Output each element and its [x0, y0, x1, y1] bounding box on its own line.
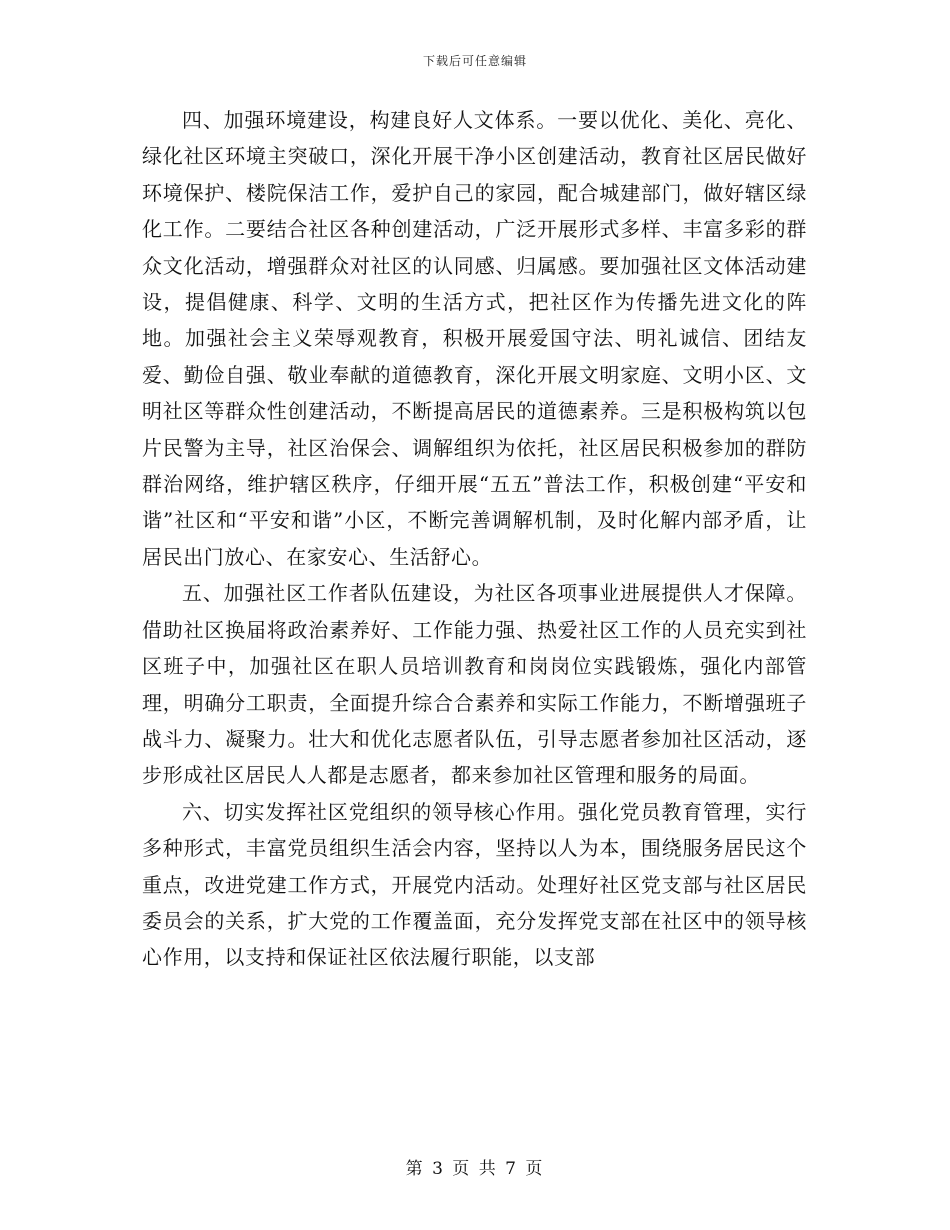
paragraph-workforce: 五、加强社区工作者队伍建设，为社区各项事业进展提供人才保障。借助社区换届将政治素养好、工作能力强、热爱社区工作的人员充实到社区班子中，加强社区在职人员培训教育和岗岗位实践锻炼，强化内部管理，明确分工职责，全面提升综合合素养和实际工作能力，不断增强班子战斗力、凝聚力。壮大和优化志愿者队伍，引导志愿者参加社区活动，逐步形成社区居民人人都是志愿者，都来参加社区管理和服务的局面。 — [142, 581, 807, 788]
document-body — [142, 102, 807, 976]
paragraph-environment: 四、加强环境建设，构建良好人文体系。一要以优化、美化、亮化、绿化社区环境主突破口，深化开展干净小区创建活动，教育社区居民做好环境保护、楼院保洁工作，爱护自己的家园，配合城建部门，做好辖区绿化工作。二要结合社区各种创建活动，广泛开展形式多样、丰富多彩的群众文化活动，增强群众对社区的认同感、归属感。要加强社区文体活动建设，提倡健康、科学、文明的生活方式，把社区作为传播先进文化的阵地。加强社会主义荣辱观教育，积极开展爱国守法、明礼诚信、团结友爱、勤俭自强、敬业奉献的道德教育，深化开展文明家庭、文明小区、文明社区等群众性创建活动，不断提高居民的道德素养。三是积极构筑以包片民警为主导，社区治保会、调解组织为依托，社区居民积极参加的群防群治网络，维护辖区秩序，仔细开展“五五”普法工作，积极创建“平安和谐”社区和“平安和谐”小区，不断完善调解机制，及时化解内部矛盾，让居民出门放心、在家安心、生活舒心。 — [142, 108, 807, 569]
page-number-footer: 第 3 页 共 7 页 — [405, 1159, 545, 1179]
page-header: 下载后可任意编辑 — [422, 54, 527, 68]
paragraph-party-organization: 六、切实发挥社区党组织的领导核心作用。强化党员教育管理，实行多种形式，丰富党员组织生活会内容，坚持以人为本，围绕服务居民这个重点，改进党建工作方式，开展党内活动。处理好社区党支部与社区居民委员会的关系，扩大党的工作覆盖面，充分发挥党支部在社区中的领导核心作用，以支持和保证社区依法履行职能，以支部 — [142, 799, 807, 970]
